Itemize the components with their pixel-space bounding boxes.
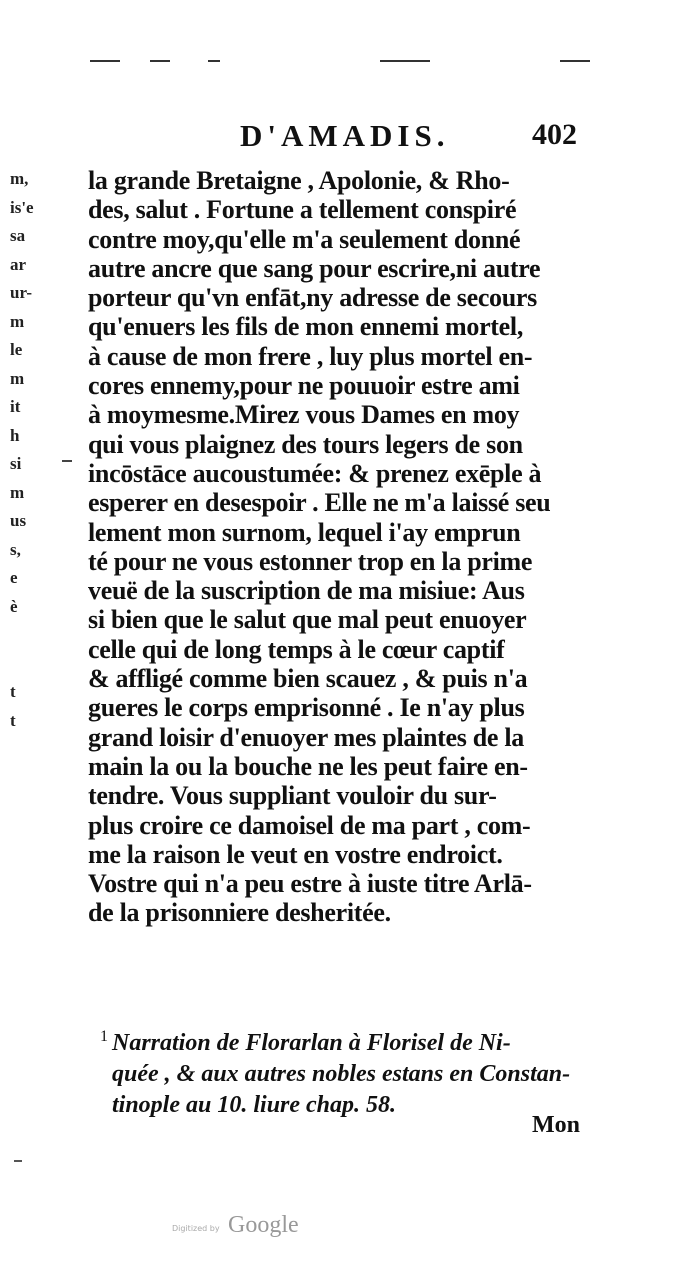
margin-fragment: e: [10, 568, 18, 587]
text-line: qui vous plaignez des tours legers de son: [88, 429, 523, 459]
running-head: [0, 118, 690, 158]
text-line: tendre. Vous suppliant vouloir du sur-: [88, 781, 497, 811]
margin-fragment: le: [10, 340, 23, 359]
margin-fragment: è: [10, 596, 18, 616]
text-line: à cause de mon frere , luy plus mortel en-: [88, 341, 533, 371]
catchword: Mon: [532, 1112, 580, 1138]
text-line: cores ennemy,pour ne pouuoir estre ami: [88, 371, 520, 401]
margin-fragment: m,: [10, 169, 29, 188]
text-line: des, salut . Fortune a tellement conspiré: [88, 195, 517, 225]
letter-text: [88, 166, 588, 928]
margin-fragment: t: [10, 682, 16, 701]
margin-fragment: h: [10, 425, 20, 445]
text-line: Vostre qui n'a peu estre à iuste titre Arlā-: [88, 869, 532, 899]
text-line: grand loisir d'enuoyer mes plaintes de la: [88, 722, 524, 752]
page-number: 402: [532, 118, 577, 151]
text-line: gueres le corps emprisonné . Ie n'ay plus: [88, 693, 525, 723]
text-line: plus croire ce damoisel de ma part , com-: [88, 810, 531, 840]
margin-fragment: m: [10, 482, 25, 502]
margin-fragment: [10, 621, 46, 650]
margin-fragment: sa: [10, 226, 26, 245]
margin-fragment: m: [10, 368, 25, 388]
margin-dash: [62, 460, 72, 462]
text-line: veuë de la suscription de ma misiue: Aus: [88, 576, 525, 606]
narration-marker: 1: [100, 1028, 108, 1045]
text-line: celle qui de long temps à le cœur captif: [88, 634, 505, 664]
text-line: té pour ne vous estonner trop en la prime: [88, 546, 533, 576]
text-line: la grande Bretaigne , Apolonie, & Rho-: [88, 166, 510, 195]
text-line: qu'enuers les fils de mon ennemi mortel,: [88, 312, 524, 342]
text-line: à moymesme.Mirez vous Dames en moy: [88, 400, 520, 430]
running-title: D'AMADIS.: [240, 118, 450, 153]
text-line: lement mon surnom, lequel i'ay emprun: [88, 517, 521, 547]
margin-fragment: t: [10, 710, 16, 730]
margin-fragments: [10, 165, 46, 735]
text-line: me la raison le veut en vostre endroict.: [88, 839, 503, 869]
digitization-footer: [172, 1212, 372, 1242]
margin-fragment: it: [10, 397, 21, 416]
narration-line: tinople au 10. liure chap. 58.: [112, 1092, 397, 1118]
margin-fragment: us: [10, 511, 27, 530]
margin-fragment: is'e: [10, 197, 34, 217]
text-line: incōstāce aucoustumée: & prenez exēple à: [88, 458, 542, 488]
narration-heading: [100, 1028, 592, 1121]
margin-fragment: ar: [10, 254, 27, 274]
digitized-by-label: Digitized by: [172, 1224, 220, 1233]
margin-tick: [14, 1160, 22, 1162]
google-watermark: Google: [228, 1212, 299, 1238]
margin-fragment: [10, 650, 46, 679]
margin-fragment: m: [10, 311, 25, 331]
top-edge-marks: [90, 52, 610, 72]
text-line: contre moy,qu'elle m'a seulement donné: [88, 224, 521, 254]
text-line: si bien que le salut que mal peut enuoyer: [88, 605, 527, 635]
text-line: porteur qu'vn enfāt,ny adresse de secours: [88, 283, 537, 313]
narration-line: Narration de Florarlan à Florisel de Ni-: [112, 1030, 511, 1056]
margin-fragment: s,: [10, 539, 21, 559]
margin-fragment: ur-: [10, 283, 33, 302]
narration-line: quée , & aux autres nobles estans en Constan-: [112, 1061, 571, 1087]
text-line: de la prisonniere desheritée.: [88, 898, 391, 928]
margin-fragment: si: [10, 454, 22, 473]
text-line: esperer en desespoir . Elle ne m'a laissé seu: [88, 488, 551, 518]
text-line: & affligé comme bien scauez , & puis n'a: [88, 664, 528, 694]
text-line: autre ancre que sang pour escrire,ni autre: [88, 253, 541, 283]
text-line: main la ou la bouche ne les peut faire en-: [88, 751, 528, 781]
